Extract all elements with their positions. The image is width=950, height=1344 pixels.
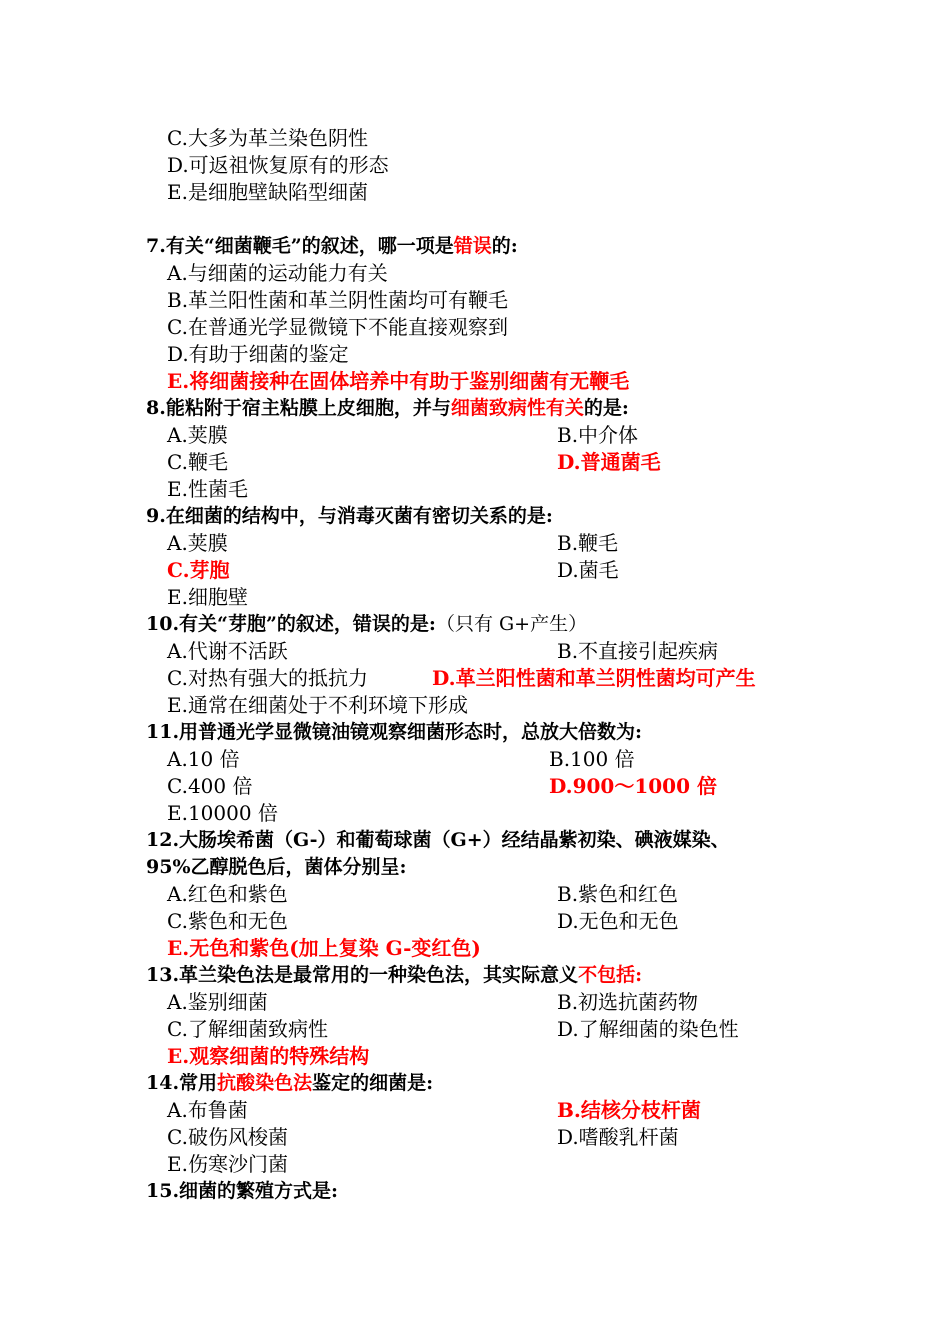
- q11-option-b: B.100 倍: [549, 747, 635, 771]
- q13-option-a: A.鉴别细菌: [167, 990, 268, 1014]
- q13-option-c: C.了解细菌致病性: [167, 1017, 328, 1041]
- q11-option-a: A.10 倍: [167, 747, 240, 771]
- q10-stem-note: （只有 G+产生）: [435, 613, 588, 635]
- q8-option-b: B.中介体: [557, 423, 639, 447]
- q10-stem-emphasis: 错误的是:: [352, 613, 436, 635]
- q7-stem-highlight: 错误: [453, 235, 492, 257]
- q9-option-e: E.细胞壁: [167, 585, 248, 609]
- q14-stem: [146, 1070, 433, 1097]
- q13-option-e-answer: E.观察细菌的特殊结构: [167, 1044, 370, 1068]
- q12-stem-line2: 95%乙醇脱色后，菌体分别呈:: [146, 856, 407, 878]
- q13-stem: [146, 962, 642, 989]
- q7-option-e-answer: E.将细菌接种在固体培养中有助于鉴别细菌有无鞭毛: [167, 369, 630, 393]
- q6-option-d: D.可返祖恢复原有的形态: [167, 153, 389, 177]
- q8-option-d-answer: D.普通菌毛: [557, 450, 661, 474]
- q8-stem-highlight: 细菌致病性有关: [450, 397, 584, 419]
- q15-stem: 15.细菌的繁殖方式是:: [146, 1180, 339, 1202]
- q13-option-b: B.初选抗菌药物: [557, 990, 699, 1014]
- q8-stem-end: 的是:: [583, 397, 629, 419]
- q12-option-a: A.红色和紫色: [167, 882, 288, 906]
- q10-option-b: B.不直接引起疾病: [557, 639, 719, 663]
- q7-stem-end: 的:: [491, 235, 518, 257]
- q11-stem: 11.用普通光学显微镜油镜观察细菌形态时，总放大倍数为:: [146, 721, 643, 743]
- q14-stem-text: 14.常用: [146, 1072, 218, 1094]
- q13-stem-highlight: 不包括:: [578, 964, 643, 986]
- q7-option-c: C.在普通光学显微镜下不能直接观察到: [167, 315, 508, 339]
- q12-option-d: D.无色和无色: [557, 909, 679, 933]
- q8-option-e: E.性菌毛: [167, 477, 248, 501]
- q9-option-a: A.荚膜: [167, 531, 228, 555]
- q10-option-e: E.通常在细菌处于不利环境下形成: [167, 693, 468, 717]
- q14-option-d: D.嗜酸乳杆菌: [557, 1125, 679, 1149]
- q6-option-c: C.大多为革兰染色阴性: [167, 126, 368, 150]
- q12-option-e-answer: E.无色和紫色(加上复染 G-变红色): [167, 936, 481, 960]
- q11-option-c: C.400 倍: [167, 774, 253, 798]
- q10-stem-text: 10.有关“芽胞”的叙述，: [146, 613, 353, 635]
- q8-stem-text: 8.能粘附于宿主粘膜上皮细胞，并与: [146, 397, 451, 419]
- q8-option-a: A.荚膜: [167, 423, 228, 447]
- q7-option-a: A.与细菌的运动能力有关: [167, 261, 388, 285]
- q7-option-d: D.有助于细菌的鉴定: [167, 342, 349, 366]
- q12-option-b: B.紫色和红色: [557, 882, 679, 906]
- q8-option-c: C.鞭毛: [167, 450, 228, 474]
- q7-stem: [146, 233, 518, 260]
- q12-stem-line1: 12.大肠埃希菌（G-）和葡萄球菌（G+）经结晶紫初染、碘液媒染、: [146, 829, 730, 851]
- q6-option-e: E.是细胞壁缺陷型细菌: [167, 180, 368, 204]
- q8-stem: [146, 395, 629, 422]
- q9-option-d: D.菌毛: [557, 558, 619, 582]
- q12-option-c: C.紫色和无色: [167, 909, 288, 933]
- q10-option-d-answer: D.革兰阳性菌和革兰阴性菌均可产生: [432, 666, 756, 690]
- q10-option-c: C.对热有强大的抵抗力: [167, 666, 368, 690]
- q9-option-b: B.鞭毛: [557, 531, 619, 555]
- q9-stem: 9.在细菌的结构中，与消毒灭菌有密切关系的是:: [146, 505, 553, 527]
- q10-stem: [146, 611, 587, 638]
- q9-option-c-answer: C.芽胞: [167, 558, 230, 582]
- q7-option-b: B.革兰阳性菌和革兰阴性菌均可有鞭毛: [167, 288, 509, 312]
- q10-option-a: A.代谢不活跃: [167, 639, 288, 663]
- q14-option-e: E.伤寒沙门菌: [167, 1152, 288, 1176]
- q14-stem-highlight: 抗酸染色法: [217, 1072, 313, 1094]
- q14-option-b-answer: B.结核分枝杆菌: [557, 1098, 701, 1122]
- q13-option-d: D.了解细菌的染色性: [557, 1017, 739, 1041]
- q7-stem-text: 7.有关“细菌鞭毛”的叙述，哪一项是: [146, 235, 454, 257]
- q14-option-a: A.布鲁菌: [167, 1098, 248, 1122]
- q11-option-e: E.10000 倍: [167, 801, 278, 825]
- q14-stem-end: 鉴定的细菌是:: [312, 1072, 434, 1094]
- q14-option-c: C.破伤风梭菌: [167, 1125, 288, 1149]
- q11-option-d-answer: D.900～1000 倍: [549, 774, 717, 798]
- q13-stem-text: 13.革兰染色法是最常用的一种染色法，其实际意义: [146, 964, 579, 986]
